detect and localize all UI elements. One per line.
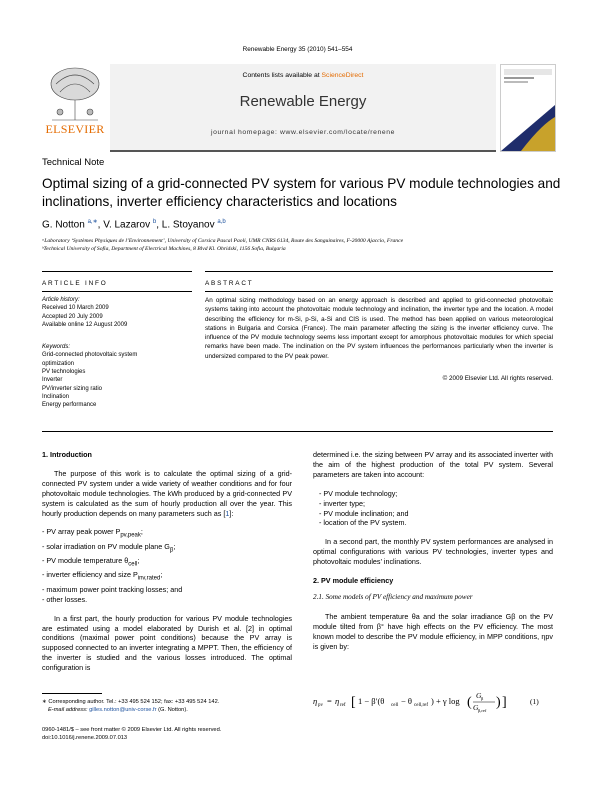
- svg-text:1 − β′(θ: 1 − β′(θ: [358, 696, 385, 706]
- parameter-list: [42, 527, 292, 604]
- history-label: Article history:: [42, 297, 80, 303]
- paper-title: Optimal sizing of a grid-connected PV system for various PV module technologies and inclinations, inverter efficiency characteristics and locations: [42, 176, 561, 209]
- journal-homepage-link[interactable]: journal homepage: www.elsevier.com/locate/renene: [210, 129, 396, 136]
- contents-prefix: Contents lists available at: [242, 72, 322, 79]
- paragraph: In a second part, the monthly PV system performances are analysed in optimal configurations with various PV technologies, inverter types and photovoltaic modules’ inclinations.: [313, 537, 553, 567]
- author-separator: ,: [156, 219, 162, 231]
- subsection-heading: 2.1. Some models of PV efficiency and maximum power: [313, 592, 473, 601]
- history-item: Received 10 March 2009: [42, 305, 109, 312]
- citation-link[interactable]: 1: [225, 508, 230, 518]
- author-affil-marks: a,b: [217, 219, 226, 225]
- section-heading-pv-module: 2. PV module efficiency: [313, 576, 394, 586]
- copyright-notice: © 2009 Elsevier Ltd. All rights reserved.: [442, 375, 553, 382]
- sciencedirect-link[interactable]: ScienceDirect: [321, 72, 364, 79]
- subscript: pv,peak: [120, 532, 141, 539]
- paragraph-text: ]:: [229, 508, 234, 518]
- issn-line: 0960-1481/$ – see front matter © 2009 Elsevier Ltd. All rights reserved.: [42, 727, 222, 733]
- list-item: [42, 542, 292, 556]
- journal-cover-image: [500, 64, 556, 152]
- email-note: [42, 706, 292, 714]
- list-item-text: - solar irradiation on PV module plane G: [42, 541, 170, 551]
- list-item: - other losses.: [42, 594, 88, 604]
- svg-text:) + γ log: ) + γ log: [431, 696, 460, 706]
- article-info-heading: ARTICLE INFO: [42, 280, 108, 287]
- divider: [205, 271, 553, 272]
- author-name[interactable]: G. Notton: [42, 219, 85, 231]
- article-type: Technical Note: [42, 157, 105, 168]
- paragraph: The ambient temperature θa and the solar irradiance Gβ on the PV module tilted from β° have high effects on the PV efficiency. The most known model to describe the PV module efficiency, in MPP conditions, ηpv is given by:: [313, 611, 553, 651]
- list-item-end: ;: [137, 556, 140, 566]
- subscript: cell: [128, 561, 138, 568]
- keyword: Grid-connected photovoltaic system: [42, 352, 138, 359]
- section-heading-introduction: 1. Introduction: [42, 450, 92, 459]
- contents-availability-line: [110, 72, 496, 79]
- elsevier-wordmark: ELSEVIER: [45, 122, 105, 136]
- affiliation-a: ᵃLaboratory ‘Systèmes Physiques de l’Environnement’, University of Corsica Pascal Paoli, UMR CNRS 6134, Route des Sanguinaires, F-20000 Ajaccio, France: [42, 238, 404, 244]
- svg-text:pv: pv: [318, 703, 323, 708]
- keywords-label: Keywords:: [42, 344, 71, 351]
- corresponding-author-note: ∗ Corresponding author. Tel.: +33 495 524 152; fax: +33 495 524 142.: [42, 699, 220, 705]
- divider: [42, 431, 553, 432]
- keyword: PV technologies: [42, 369, 86, 376]
- svg-text:=: =: [327, 696, 332, 706]
- intro-paragraph-1: [42, 469, 292, 519]
- list-item-text: - PV array peak power P: [42, 527, 121, 537]
- list-item: - maximum power point tracking losses; and: [42, 584, 183, 594]
- author-name[interactable]: L. Stoyanov: [161, 219, 215, 231]
- history-item: Available online 12 August 2009: [42, 321, 128, 328]
- svg-text:cell,ref: cell,ref: [414, 703, 429, 708]
- svg-text:cell: cell: [391, 703, 399, 708]
- svg-text:(: (: [467, 695, 472, 710]
- subscript: β: [169, 547, 174, 554]
- footnote: [42, 698, 292, 714]
- divider: [42, 271, 192, 272]
- author-affil-marks: a,∗: [87, 219, 98, 225]
- author-affil-marks: b: [152, 219, 157, 225]
- paragraph: determined i.e. the sizing between PV array and its associated inverter with the aim of the highest production of the total PV system. Several parameters are taken into account:: [313, 450, 553, 479]
- journal-title: Renewable Energy: [239, 93, 367, 110]
- left-column: [42, 450, 292, 673]
- list-item: - inverter type;: [319, 498, 365, 508]
- list-item: - PV module technology;: [319, 488, 398, 498]
- svg-text:G: G: [476, 691, 482, 700]
- email-suffix: (G. Notton).: [156, 707, 188, 713]
- issn-doi-block: [42, 726, 292, 742]
- svg-text:G: G: [473, 703, 479, 712]
- abstract-text: An optimal sizing methodology based on an energy approach is described and applied to grid-connected photovoltaic systems taking into account the photovoltaic module technology and inclination, the inverter type and the location. A model describing the efficiency for m-Si, p-Si, a-Si and CIS is used. The method has been applied on various meteorological stations in Bulgaria and Corsica (France). The main parameter affecting the sizing is the inverter efficiency curve. The influence of the PV module technology seems less important except for amorphous photovoltaic modules for which special remarks have been made. The inclination on the PV system influences the performances particularly when the inverter is undersized compared to the PV peak power.: [205, 297, 553, 360]
- svg-text:β,ref: β,ref: [478, 708, 487, 713]
- list-item: - PV module inclination; and: [319, 508, 409, 518]
- list-item-end: ;: [140, 527, 143, 537]
- email-link[interactable]: gilles.notton@univ-corse.fr: [89, 707, 157, 713]
- divider: [205, 291, 553, 292]
- paragraph-text: The purpose of this work is to calculate the optimal sizing of a grid-connected PV system under a wide variety of weather conditions and for four photovoltaic module technologies. The kWh produced by a grid-connected PV system is calculated as the sum of hourly production all over the year. This hourly production depends on many parameters such as [: [42, 468, 292, 518]
- svg-text:η: η: [335, 696, 340, 706]
- svg-text:− θ: − θ: [401, 696, 412, 706]
- article-info-block: [42, 296, 192, 410]
- list-item: [42, 556, 292, 570]
- list-item-text: - inverter efficiency and size P: [42, 570, 138, 580]
- author-separator: ,: [97, 219, 104, 231]
- author-name[interactable]: V. Lazarov: [103, 219, 151, 231]
- footnote-divider: [42, 693, 102, 694]
- right-column: [313, 450, 553, 652]
- intro-paragraph-2: In a first part, the hourly production for various PV module technologies are estimated using a model elaborated by Durish et al. [2] in optimal conditions (maximal power point conditions) because the PV array is supposed connected to an inverter integrating a MPPT. Then, the efficiency of the inverter is studied and the various losses introduced. The optimal configuration is: [42, 613, 292, 673]
- list-item: [42, 527, 292, 541]
- svg-text:ref: ref: [340, 703, 346, 708]
- divider: [42, 291, 192, 292]
- keyword: Inverter: [42, 377, 63, 384]
- journal-reference: Renewable Energy 35 (2010) 541–554: [242, 46, 353, 53]
- list-item-end: ;: [173, 541, 176, 551]
- svg-text:]: ]: [502, 695, 507, 710]
- list-item: [42, 570, 292, 584]
- svg-text:β: β: [481, 696, 484, 701]
- svg-text:η: η: [313, 696, 318, 706]
- email-label: E-mail address:: [48, 707, 90, 713]
- abstract-heading: ABSTRACT: [205, 280, 254, 287]
- keyword: optimization: [42, 360, 75, 367]
- keyword: PV/inverter sizing ratio: [42, 385, 103, 392]
- affiliation-b: ᵇTechnical University of Sofia, Department of Electrical Machines, 8 Blvd Kl. Ohridski, 1156 Sofia, Bulgaria: [42, 246, 286, 252]
- svg-text:): ): [496, 695, 501, 710]
- list-item: - location of the PV system.: [319, 518, 407, 528]
- keyword: Inclination: [42, 393, 70, 400]
- list-item-text: - PV module temperature θ: [42, 556, 129, 566]
- equation-number: (1): [530, 697, 539, 706]
- keyword: Energy performance: [42, 402, 97, 409]
- equation-1: [313, 688, 553, 714]
- svg-text:[: [: [351, 695, 356, 710]
- parameter-list: [313, 489, 553, 529]
- author-list: [42, 218, 226, 230]
- doi-link[interactable]: doi:10.1016/j.renene.2009.07.013: [42, 735, 128, 741]
- subscript: inv,rated: [137, 575, 161, 582]
- history-item: Accepted 20 July 2009: [42, 313, 103, 320]
- list-item-end: ;: [160, 570, 163, 580]
